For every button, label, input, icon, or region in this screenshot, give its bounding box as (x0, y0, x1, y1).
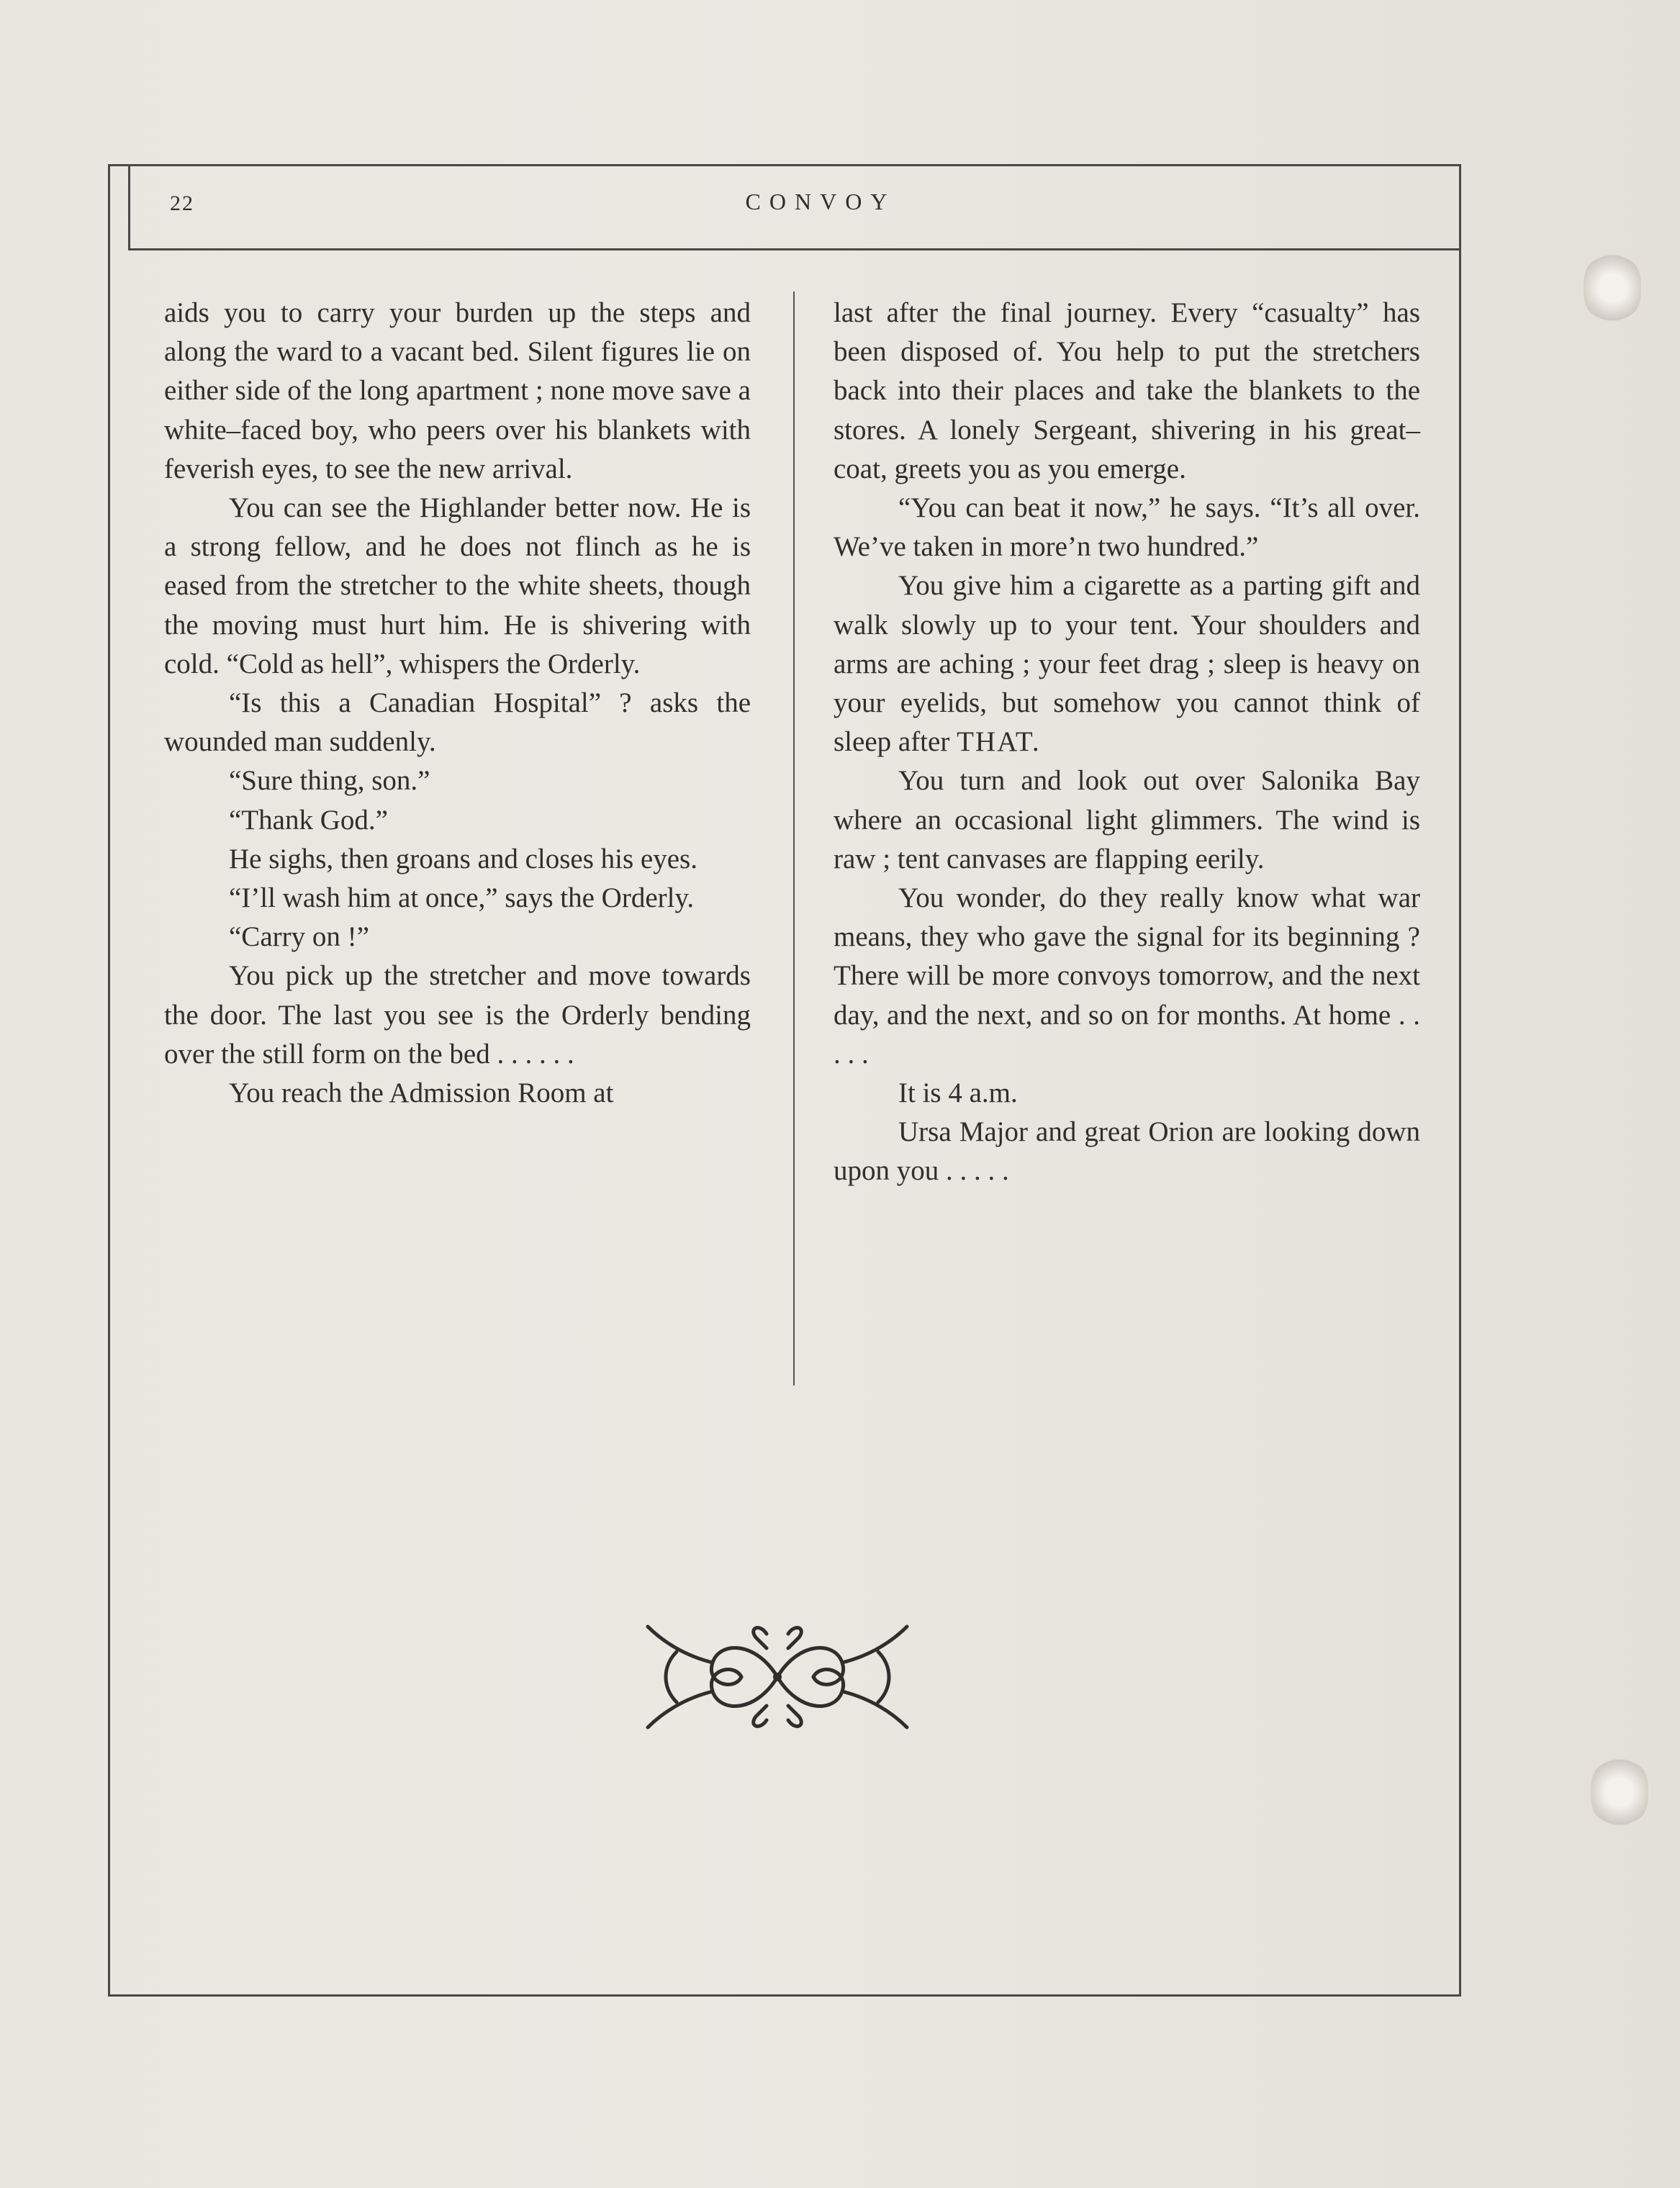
paragraph: You can see the Highlander better now. He is a strong fellow, and he does not flinch as he is eased from the stretcher to the white sheets, though the moving must hurt him. He is shivering with cold. “Cold as hell”, whispers the Orderly. (164, 492, 751, 679)
fleuron-ornament-icon (633, 1612, 921, 1742)
paragraph: You pick up the stretcher and move towards the door. The last you see is the Orderly bending over the still form on the bed . . . . . . (164, 960, 751, 1070)
paper-damage-mark (1591, 1756, 1648, 1828)
paragraph: aids you to carry your burden up the steps and along the ward to a vacant bed. Silent figures lie on either side of the long apartment ; none move save a white–faced boy, who peers over his blankets with feverish eyes, to see the new arrival. (164, 297, 751, 484)
paragraph: You reach the Admission Room at (229, 1077, 614, 1109)
paragraph: Ursa Major and great Orion are looking down upon you . . . . . (834, 1116, 1420, 1187)
paragraph: “Is this a Canadian Hospital” ? asks the wounded man suddenly. (164, 687, 751, 758)
left-column (164, 294, 751, 1113)
paragraph: “I’ll wash him at once,” says the Orderly. (229, 882, 695, 914)
paper-damage-mark (1584, 252, 1641, 324)
paragraph: “You can beat it now,” he says. “It’s all over. We’ve taken in more’n two hundred.” (834, 492, 1420, 563)
paragraph: “Thank God.” (229, 804, 388, 836)
paragraph-text: You give him a cigarette as a parting gift and walk slowly up to your tent. Your shoulders and arms are aching ; your feet drag ; sleep is heavy on your eyelids, but somehow you cannot think of sleep after (834, 570, 1420, 758)
paragraph: “Carry on !” (229, 921, 369, 953)
paragraph: last after the final journey. Every “casualty” has been disposed of. You help to put the stretchers back into their places and take the blankets to the stores. A lonely Sergeant, shivering in his great–coat, greets you as you emerge. (834, 297, 1420, 484)
running-head: CONVOY (745, 189, 896, 214)
paragraph: He sighs, then groans and closes his eyes. (229, 843, 697, 874)
paragraph (834, 566, 1420, 761)
column-divider (793, 291, 795, 1385)
paragraph: It is 4 a.m. (898, 1077, 1018, 1109)
emphasis-that: THAT. (957, 726, 1041, 758)
paragraph: “Sure thing, son.” (229, 765, 430, 797)
header-rule (128, 248, 1461, 250)
paragraph: You turn and look out over Salonika Bay where an occasional light glimmers. The wind is raw ; tent canvases are flapping eerily. (834, 765, 1420, 874)
page-number: 22 (170, 191, 194, 215)
paragraph: You wonder, do they really know what war means, they who gave the signal for its beginning ? There will be more convoys tomorrow, and the next day, and the next, and so on for months. At home . . . . . (834, 882, 1420, 1070)
right-column (834, 294, 1420, 1191)
